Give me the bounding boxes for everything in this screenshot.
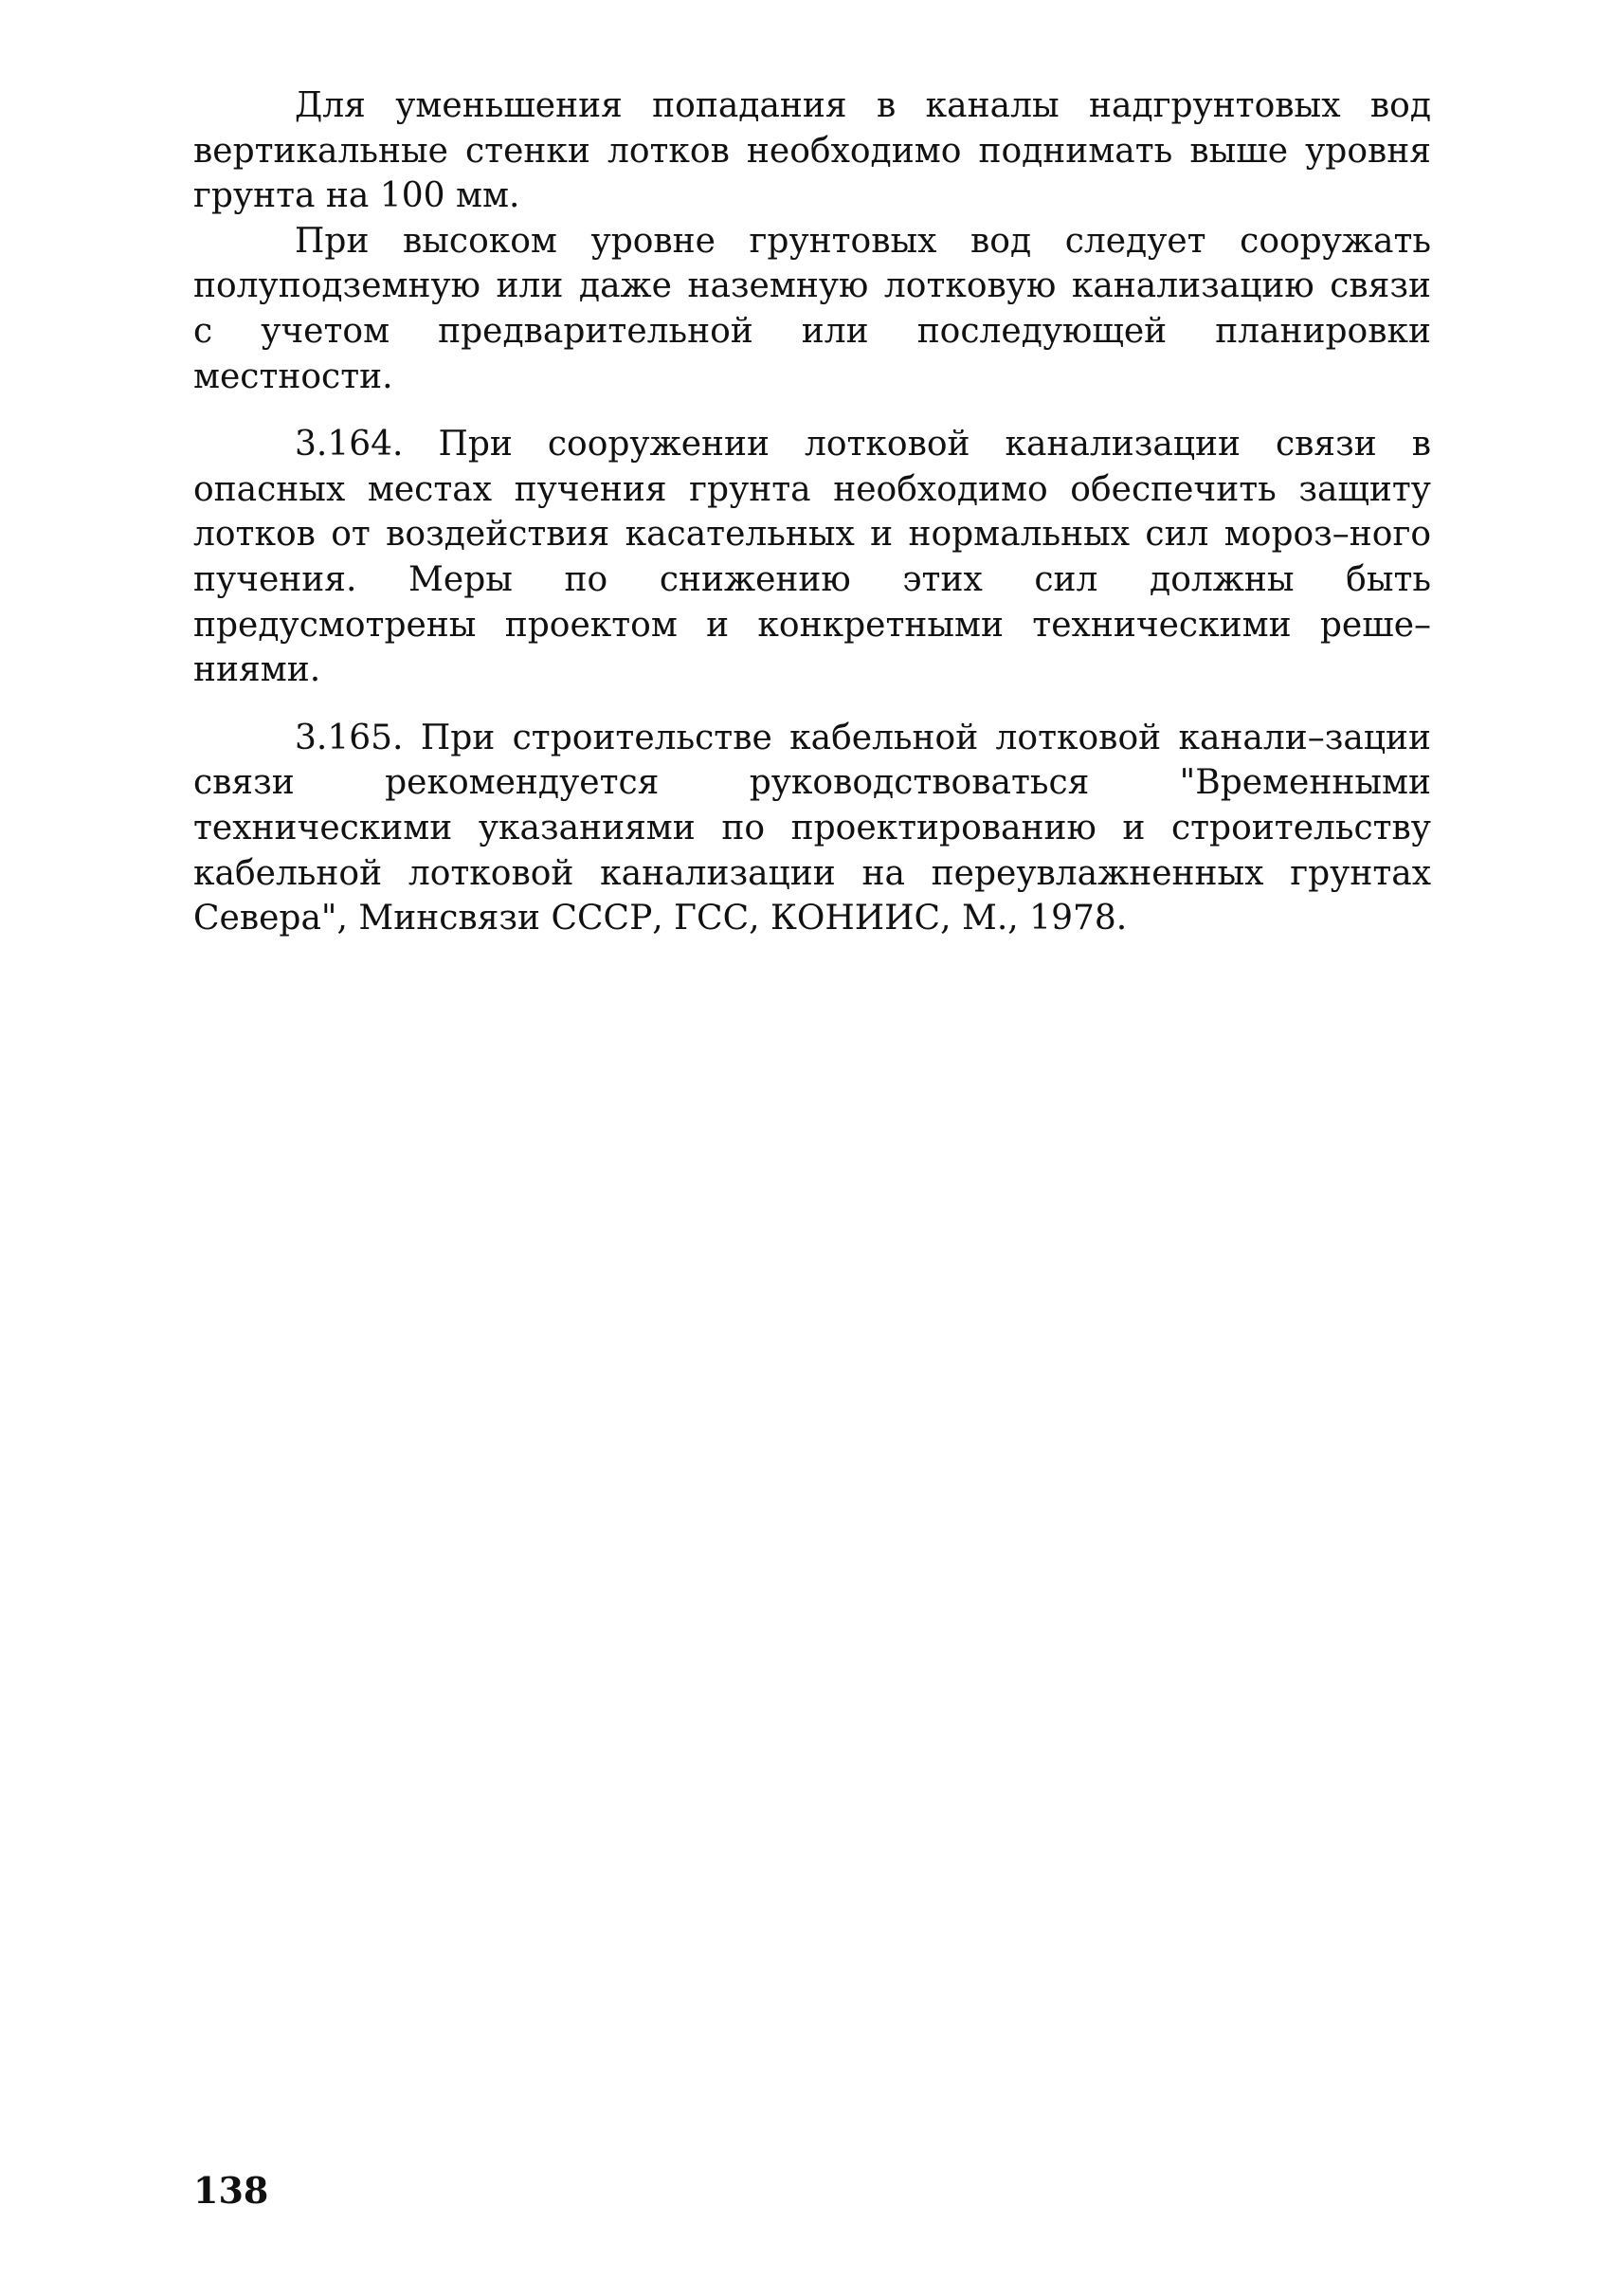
page-number: 138 bbox=[193, 2169, 269, 2212]
body-text bbox=[193, 83, 1431, 941]
paragraph-3-164: 3.164. При сооружении лотковой канализации связи в опасных местах пучения грунта необходимо обеспечить защиту лотков от воздействия касательных и нормальных сил мороз–ного пучения. Меры по снижению этих сил должны быть предусмотрены проектом и конкретными техническими реше–ниями. bbox=[193, 425, 1431, 690]
paragraph-high-groundwater: При высоком уровне грунтовых вод следует сооружать полуподземную или даже наземную лотковую канализацию связи с учетом предварительной или последующей планировки местности. bbox=[193, 221, 1431, 396]
paragraph-3-165: 3.165. При строительстве кабельной лотковой канали–зации связи рекомендуется руководствоваться "Временными техническими указаниями по проектированию и строительству кабельной лотковой канализации на переувлажненных грунтах Севера", Минсвязи СССР, ГСС, КОНИИС, М., 1978. bbox=[193, 718, 1431, 938]
paragraph-groundwater-walls: Для уменьшения попадания в каналы надгрунтовых вод вертикальные стенки лотков необходимо поднимать выше уровня грунта на 100 мм. bbox=[193, 86, 1431, 216]
